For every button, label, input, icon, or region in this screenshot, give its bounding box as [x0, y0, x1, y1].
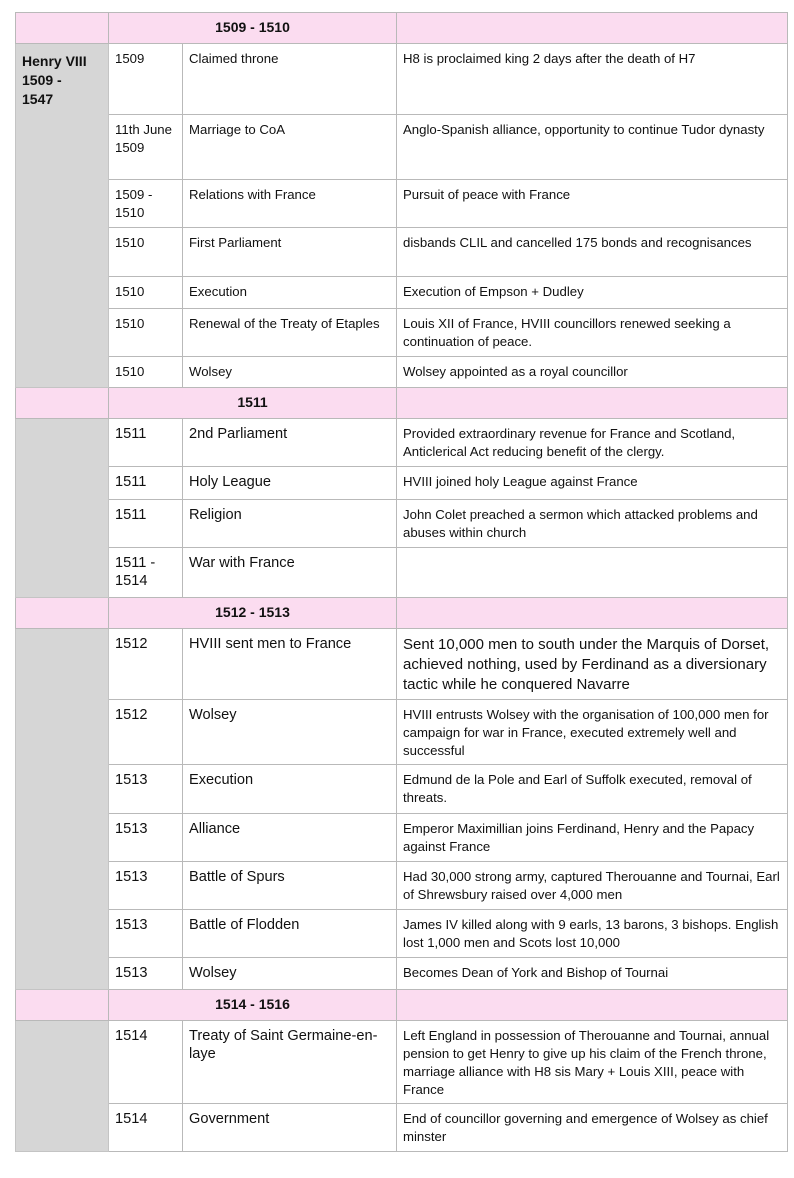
section-header — [16, 388, 788, 419]
table-row — [16, 500, 788, 548]
table-row — [16, 180, 788, 228]
date-cell: 1510 — [109, 357, 183, 388]
monarch-name: Henry VIII — [22, 53, 87, 69]
table-row — [16, 700, 788, 765]
detail-cell: Sent 10,000 men to south under the Marquis of Dorset, achieved nothing, used by Ferdinand as a diversionary tactic while he conquered Navarre — [397, 629, 788, 700]
table-row — [16, 44, 788, 115]
date-cell: 1509 - 1510 — [109, 180, 183, 228]
event-cell: 2nd Parliament — [183, 419, 397, 467]
event-cell: Execution — [183, 277, 397, 309]
date-cell: 1512 — [109, 629, 183, 700]
table-row — [16, 309, 788, 357]
event-cell: War with France — [183, 548, 397, 598]
section-header-empty — [397, 990, 788, 1021]
section-header-gutter — [16, 388, 109, 419]
table-row — [16, 467, 788, 500]
event-cell: Government — [183, 1104, 397, 1152]
date-cell: 1513 — [109, 910, 183, 958]
monarch-reign-end: 1547 — [22, 91, 54, 107]
detail-cell: Wolsey appointed as a royal councillor — [397, 357, 788, 388]
detail-cell: HVIII joined holy League against France — [397, 467, 788, 500]
table-row — [16, 277, 788, 309]
section-header — [16, 598, 788, 629]
detail-cell: Becomes Dean of York and Bishop of Tournai — [397, 958, 788, 990]
event-cell: Marriage to CoA — [183, 115, 397, 180]
event-cell: Battle of Spurs — [183, 862, 397, 910]
date-cell: 1513 — [109, 862, 183, 910]
event-cell: Holy League — [183, 467, 397, 500]
gray-gutter — [16, 419, 109, 598]
table-row — [16, 548, 788, 598]
section-header-gutter — [16, 990, 109, 1021]
table-row — [16, 357, 788, 388]
table-row — [16, 115, 788, 180]
table-row — [16, 419, 788, 467]
table-row — [16, 765, 788, 814]
section-title: 1512 - 1513 — [109, 598, 397, 629]
event-cell: Battle of Flodden — [183, 910, 397, 958]
date-cell: 1510 — [109, 309, 183, 357]
detail-cell: HVIII entrusts Wolsey with the organisation of 100,000 men for campaign for war in France, executed extremely well and successful — [397, 700, 788, 765]
table-row — [16, 910, 788, 958]
detail-cell: Provided extraordinary revenue for France and Scotland, Anticlerical Act reducing benefit of the clergy. — [397, 419, 788, 467]
date-cell: 1511 — [109, 467, 183, 500]
section-header-gutter — [16, 13, 109, 44]
section-header — [16, 990, 788, 1021]
monarch-cell — [16, 44, 109, 388]
event-cell: Treaty of Saint Germaine-en-laye — [183, 1021, 397, 1104]
section-header-empty — [397, 598, 788, 629]
date-cell: 1514 — [109, 1104, 183, 1152]
section-header-gutter — [16, 598, 109, 629]
detail-cell: John Colet preached a sermon which attacked problems and abuses within church — [397, 500, 788, 548]
section-header-empty — [397, 388, 788, 419]
event-cell: Renewal of the Treaty of Etaples — [183, 309, 397, 357]
event-cell: Wolsey — [183, 357, 397, 388]
detail-cell: Emperor Maximillian joins Ferdinand, Henry and the Papacy against France — [397, 814, 788, 862]
date-cell: 1512 — [109, 700, 183, 765]
detail-cell: Left England in possession of Therouanne and Tournai, annual pension to get Henry to give up his claim of the French throne, marriage alliance with H8 sis Mary + Louis XIII, peace with France — [397, 1021, 788, 1104]
date-cell: 11th June 1509 — [109, 115, 183, 180]
detail-cell: H8 is proclaimed king 2 days after the death of H7 — [397, 44, 788, 115]
detail-cell: disbands CLIL and cancelled 175 bonds and recognisances — [397, 228, 788, 277]
date-cell: 1511 - 1514 — [109, 548, 183, 598]
table-row — [16, 228, 788, 277]
event-cell: HVIII sent men to France — [183, 629, 397, 700]
detail-cell: Anglo-Spanish alliance, opportunity to continue Tudor dynasty — [397, 115, 788, 180]
date-cell: 1510 — [109, 228, 183, 277]
detail-cell: Pursuit of peace with France — [397, 180, 788, 228]
event-cell: Wolsey — [183, 700, 397, 765]
event-cell: Alliance — [183, 814, 397, 862]
detail-cell: Had 30,000 strong army, captured Therouanne and Tournai, Earl of Shrewsbury raised over 4,000 men — [397, 862, 788, 910]
detail-cell: Edmund de la Pole and Earl of Suffolk executed, removal of threats. — [397, 765, 788, 814]
detail-cell: End of councillor governing and emergence of Wolsey as chief minster — [397, 1104, 788, 1152]
event-cell: Execution — [183, 765, 397, 814]
event-cell: Religion — [183, 500, 397, 548]
timeline-table — [15, 12, 788, 1152]
event-cell: Relations with France — [183, 180, 397, 228]
date-cell: 1509 — [109, 44, 183, 115]
table-row — [16, 814, 788, 862]
section-header — [16, 13, 788, 44]
event-cell: First Parliament — [183, 228, 397, 277]
table-row — [16, 862, 788, 910]
detail-cell: Louis XII of France, HVIII councillors renewed seeking a continuation of peace. — [397, 309, 788, 357]
event-cell: Wolsey — [183, 958, 397, 990]
date-cell: 1510 — [109, 277, 183, 309]
gray-gutter — [16, 1021, 109, 1152]
detail-cell: James IV killed along with 9 earls, 13 barons, 3 bishops. English lost 1,000 men and Scots lost 10,000 — [397, 910, 788, 958]
monarch-reign-start: 1509 - — [22, 72, 62, 88]
section-title: 1509 - 1510 — [109, 13, 397, 44]
section-title: 1514 - 1516 — [109, 990, 397, 1021]
table-row — [16, 1104, 788, 1152]
date-cell: 1513 — [109, 765, 183, 814]
event-cell: Claimed throne — [183, 44, 397, 115]
date-cell: 1513 — [109, 814, 183, 862]
section-header-empty — [397, 13, 788, 44]
date-cell: 1513 — [109, 958, 183, 990]
gray-gutter — [16, 629, 109, 990]
date-cell: 1514 — [109, 1021, 183, 1104]
table-row — [16, 629, 788, 700]
date-cell: 1511 — [109, 500, 183, 548]
section-title: 1511 — [109, 388, 397, 419]
table-row — [16, 958, 788, 990]
detail-cell: Execution of Empson + Dudley — [397, 277, 788, 309]
detail-cell — [397, 548, 788, 598]
date-cell: 1511 — [109, 419, 183, 467]
table-row — [16, 1021, 788, 1104]
